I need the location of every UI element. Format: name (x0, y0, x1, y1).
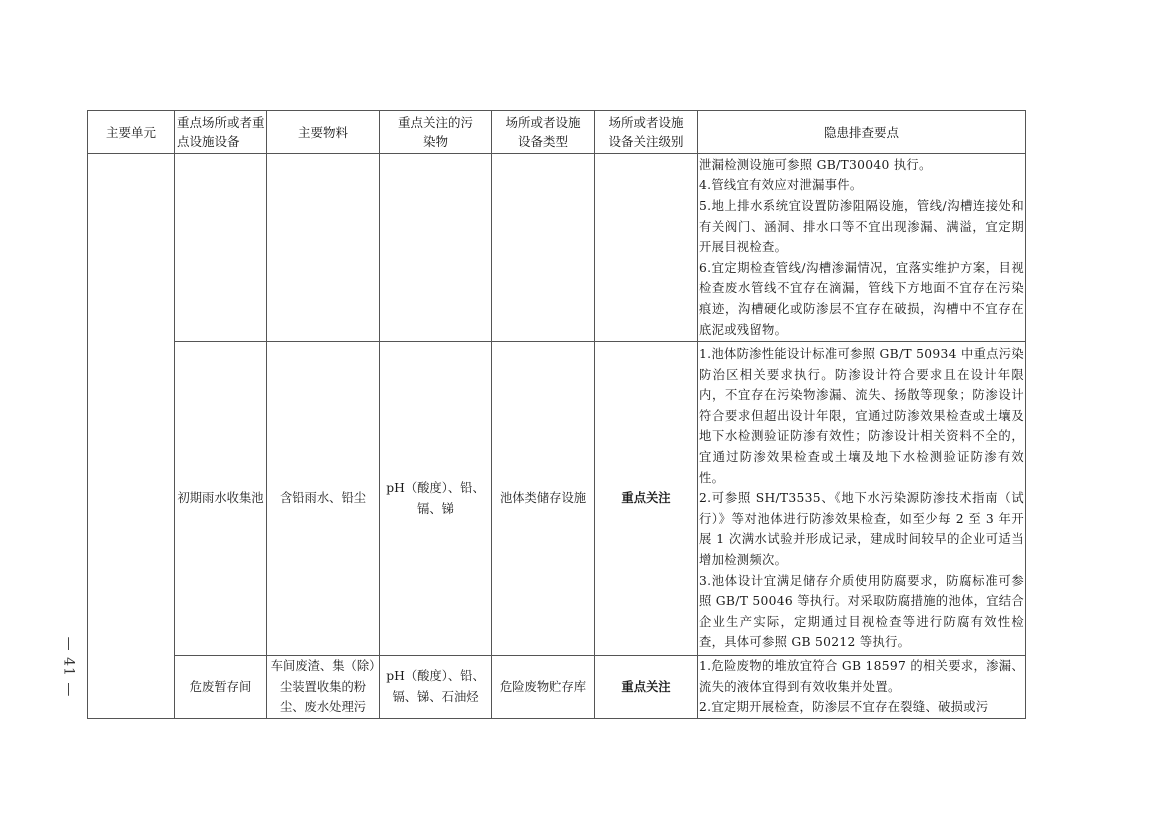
inspection-point: 1.危险废物的堆放宜符合 GB 18597 的相关要求，渗漏、流失的液体宜得到有效收集并处置。 (699, 659, 1024, 694)
inspection-point: 泄漏检测设施可参照 GB/T30040 执行。 (699, 157, 932, 172)
level-cell: 重点关注 (595, 656, 698, 719)
table-row (88, 342, 1026, 656)
level-cell: 重点关注 (595, 342, 698, 656)
materials-cell (267, 656, 380, 719)
type-cell: 危险废物贮存库 (492, 656, 595, 719)
header-inspection-points: 隐患排查要点 (698, 111, 1026, 154)
materials-cell: 含铅雨水、铅尘 (267, 342, 380, 656)
table-row (88, 656, 1026, 719)
type-cell: 池体类储存设施 (492, 342, 595, 656)
inspection-table (87, 110, 1026, 719)
materials-cell (267, 154, 380, 342)
main-unit-cell (88, 154, 175, 719)
materials-text: 车间废渣、集（除）尘装置收集的粉尘、废水处理污 (270, 659, 376, 715)
header-main-unit: 主要单元 (88, 111, 175, 154)
facility-cell (175, 154, 267, 342)
header-key-pollutants: 重点关注的污染物 (380, 111, 492, 154)
page-number-text: — 41 — (60, 636, 76, 698)
inspection-point: 5.地上排水系统宜设置防渗阻隔设施，管线/沟槽连接处和有关阀门、涵洞、排水口等不宜出现渗漏、满溢，宜定期开展目视检查。 (699, 199, 1024, 255)
header-key-facility: 重点场所或者重点设施设备 (175, 111, 267, 154)
type-cell (492, 154, 595, 342)
header-main-materials: 主要物料 (267, 111, 380, 154)
inspection-point: 3.池体设计宜满足储存介质使用防腐要求，防腐标准可参照 GB/T 50046 等执行。对采取防腐措施的池体，宜结合企业生产实际，定期通过目视检查等进行防腐有效性检查，具体可参照 GB 50212 等执行。 (699, 573, 1024, 650)
inspection-points-cell (698, 154, 1026, 342)
header-attention-level: 场所或者设施设备关注级别 (595, 111, 698, 154)
table-header-row (88, 111, 1026, 154)
inspection-point: 6.宜定期检查管线/沟槽渗漏情况，宜落实维护方案，目视检查废水管线不宜存在滴漏，管线下方地面不宜存在污染痕迹，沟槽硬化或防渗层不宜存在破损，沟槽中不宜存在底泥或残留物。 (699, 260, 1024, 337)
header-facility-type: 场所或者设施设备类型 (492, 111, 595, 154)
table-row (88, 154, 1026, 342)
inspection-points-cell (698, 342, 1026, 656)
pollutants-cell: pH（酸度）、铅、镉、锑 (380, 342, 492, 656)
pollutants-cell: pH（酸度）、铅、镉、锑、石油烃 (380, 656, 492, 719)
inspection-points-clip (699, 656, 1024, 718)
pollutants-cell (380, 154, 492, 342)
level-cell (595, 154, 698, 342)
inspection-point: 2.可参照 SH/T3535、《地下水污染源防渗技术指南（试行）》等对池体进行防渗效果检查，如至少每 2 至 3 年开展 1 次满水试验并形成记录，建成时间较早的企业可适当增加检测频次。 (699, 491, 1024, 567)
inspection-points-cell (698, 656, 1026, 719)
facility-cell: 初期雨水收集池 (175, 342, 267, 656)
inspection-point: 2.宜定期开展检查，防渗层不宜存在裂缝、破损或污 (699, 700, 989, 715)
facility-cell: 危废暂存间 (175, 656, 267, 719)
inspection-point: 4.管线宜有效应对泄漏事件。 (699, 178, 863, 193)
inspection-point: 1.池体防渗性能设计标准可参照 GB/T 50934 中重点污染防治区相关要求执行。防渗设计符合要求且在设计年限内，不宜存在污染物渗漏、流失、扬散等现象；防渗设计符合要求但超出设计年限，宜通过防渗效果检查或土壤及地下水检测验证防渗有效性；防渗设计相关资料不全的，宜通过防渗效果检查或土壤及地下水检测验证防渗有效性。 (699, 347, 1024, 485)
page-number (56, 622, 80, 712)
